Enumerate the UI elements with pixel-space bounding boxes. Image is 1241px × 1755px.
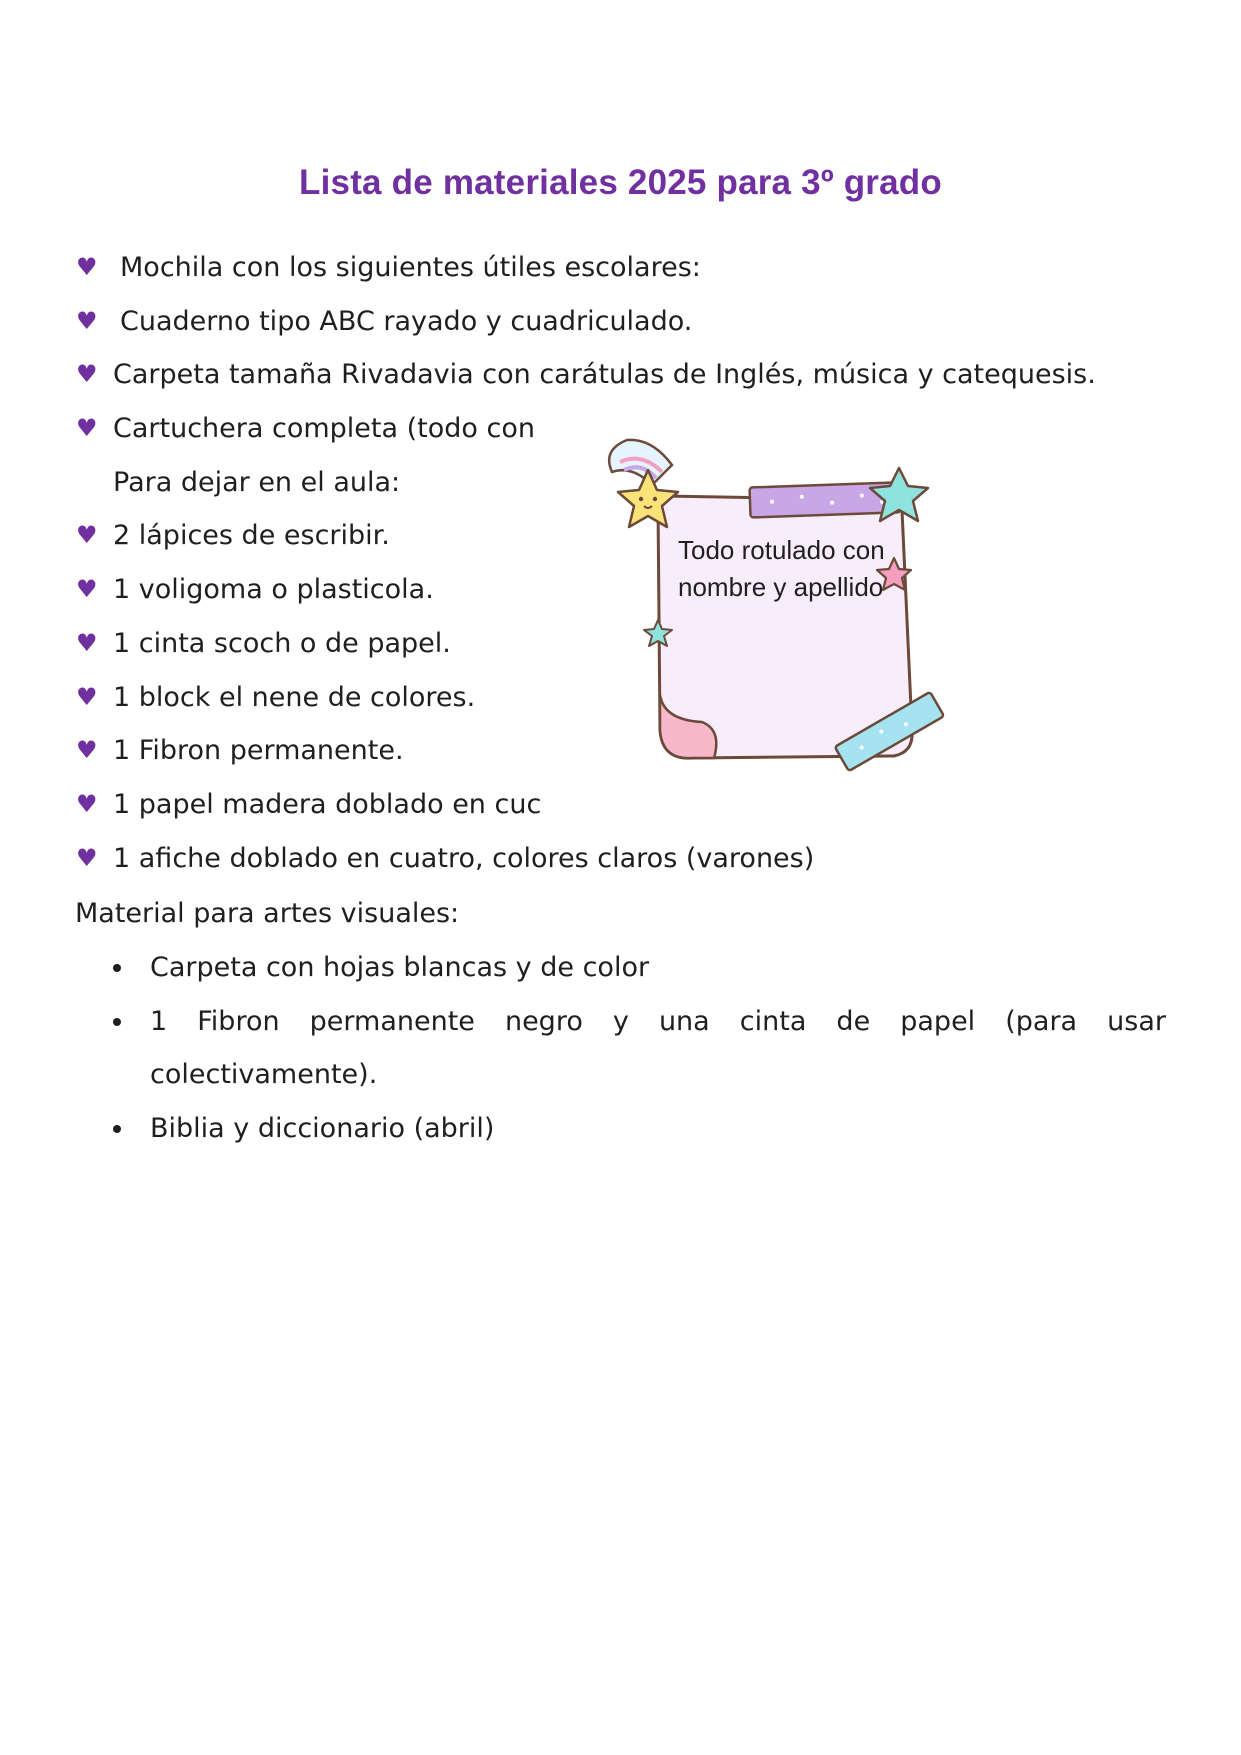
heart-icon: ♥ bbox=[76, 843, 98, 872]
list-item bbox=[76, 241, 1176, 295]
list-item-text: Cuaderno tipo ABC rayado y cuadriculado. bbox=[120, 305, 693, 337]
list-item bbox=[76, 348, 1176, 402]
heart-icon: ♥ bbox=[76, 789, 98, 818]
list-item-text: 2 lápices de escribir. bbox=[113, 520, 390, 552]
page-title: Lista de materiales 2025 para 3º grado bbox=[299, 163, 942, 202]
heart-icon: ♥ bbox=[76, 575, 98, 604]
list-item bbox=[113, 1102, 1166, 1156]
list-item bbox=[113, 941, 1166, 995]
list-item-text: Mochila con los siguientes útiles escolares: bbox=[120, 252, 701, 283]
list-item-text: Carpeta con hojas blancas y de color bbox=[150, 952, 650, 983]
list-item-text: Carpeta tamaña Rivadavia con carátulas de Inglés, música y catequesis. bbox=[113, 359, 1096, 391]
list-item-text: Cartuchera completa (todo con bbox=[113, 413, 535, 445]
note-text: Todo rotulado con nombre y apellido bbox=[678, 535, 885, 602]
heart-icon: ♥ bbox=[76, 682, 98, 711]
heart-icon: ♥ bbox=[76, 360, 98, 389]
shooting-star-trail bbox=[609, 440, 672, 485]
list-item bbox=[76, 832, 1176, 886]
dot-icon bbox=[113, 1125, 121, 1133]
sticky-note bbox=[572, 410, 982, 800]
dot-icon bbox=[113, 964, 121, 972]
heart-icon: ♥ bbox=[76, 306, 98, 335]
heart-icon: ♥ bbox=[76, 628, 98, 657]
list-item-text: Biblia y diccionario (abril) bbox=[150, 1113, 495, 1145]
classroom-label-text: Para dejar en el aula: bbox=[113, 466, 401, 498]
list-item bbox=[113, 995, 1166, 1102]
list-item-text: 1 Fibron permanente. bbox=[113, 735, 404, 767]
heart-icon: ♥ bbox=[76, 253, 98, 281]
heart-icon: ♥ bbox=[76, 414, 98, 443]
list-item-text: 1 cinta scoch o de papel. bbox=[113, 627, 451, 659]
heart-icon: ♥ bbox=[76, 521, 98, 550]
arts-list bbox=[113, 941, 1166, 1156]
list-item bbox=[76, 295, 1176, 349]
list-item-text: 1 voligoma o plasticola. bbox=[113, 574, 434, 606]
list-item-text: 1 Fibron permanente negro y una cinta de papel (para usar colectivamente). bbox=[150, 1005, 1166, 1091]
list-item-text: 1 afiche doblado en cuatro, colores claros (varones) bbox=[113, 842, 815, 874]
heart-icon: ♥ bbox=[76, 736, 98, 765]
arts-section-label: Material para artes visuales: bbox=[75, 898, 460, 929]
dot-icon bbox=[113, 1018, 121, 1026]
list-item-text: 1 papel madera doblado en cuc bbox=[113, 788, 542, 820]
list-item-text: 1 block el nene de colores. bbox=[113, 681, 476, 713]
